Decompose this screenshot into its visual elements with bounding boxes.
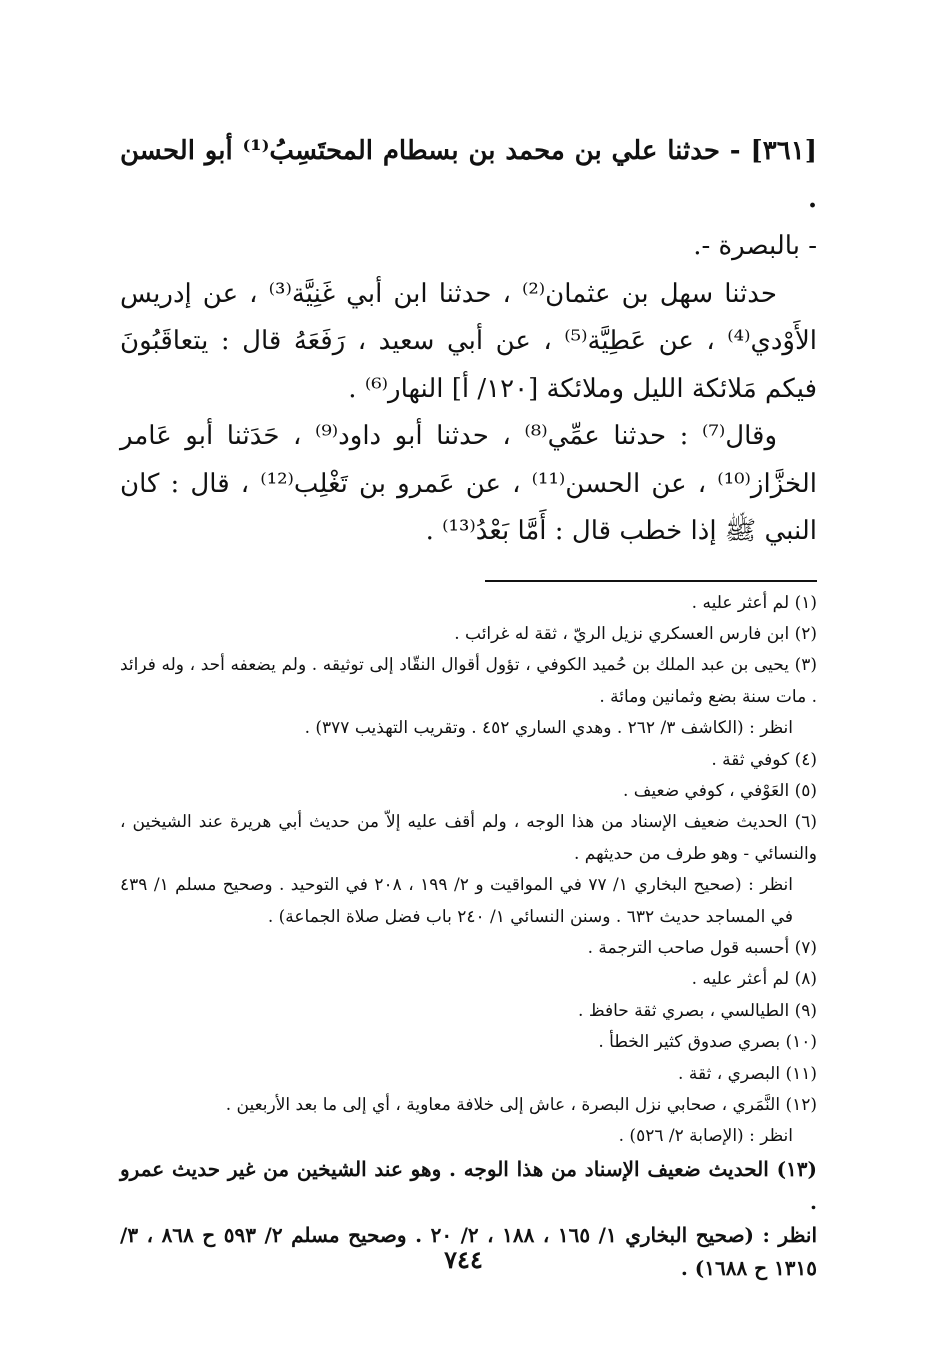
footnote-1: (١) لم أعثر عليه . <box>691 592 817 613</box>
footnote-10: (١٠) بصري صدوق كثير الخطأ . <box>598 1032 817 1053</box>
page-number: ٧٤٤ <box>444 1245 483 1274</box>
footnote-13-reference: انظر : (صحيح البخاري ١/ ١٦٥ ، ١٨٨ ، ٢/ ٢٠ . وصحيح مسلم ٢/ ٥٩٣ ح ٨٦٨ ، ٣/ ١٣١٥ ح ١٦٨٨) . <box>120 1222 817 1280</box>
hadith-place: - بالبصرة -. <box>693 231 817 261</box>
footnote-divider <box>485 580 817 582</box>
hadith-heading: [٣٦١] - حدثنا علي بن محمد بن بسطام المحتَسِبُ⁽¹⁾ أبو الحسن . <box>120 136 817 214</box>
footnote-2: (٢) ابن فارس العسكري نزيل الريّ ، ثقة له غرائب . <box>454 623 817 644</box>
footnote-5: (٥) العَوْفي ، كوفي ضعيف . <box>622 780 817 801</box>
footnote-6: (٦) الحديث ضعيف الإسناد من هذا الوجه ، ولم أقف عليه إلاّ من حديث أبي هريرة عند الشيخين ، والنسائي - وهو طرف من حديثهم . <box>120 812 817 864</box>
footnote-12-reference: انظر : (الإصابة ٢/ ٥٢٦) . <box>618 1126 793 1147</box>
footnote-7: (٧) أحسبه قول صاحب الترجمة . <box>587 937 817 958</box>
footnote-13: (١٣) الحديث ضعيف الإسناد من هذا الوجه . وهو عند الشيخين من غير حديث عمرو . <box>120 1156 817 1214</box>
footnote-8: (٨) لم أعثر عليه . <box>691 969 817 990</box>
footnote-4: (٤) كوفي ثقة . <box>711 749 817 770</box>
footnote-6-reference: انظر : (صحيح البخاري ١/ ٧٧ في المواقيت و ٢/ ١٩٩ ، ٢٠٨ في التوحيد . وصحيح مسلم ١/ ٤٣٩ في المساجد حديث ٦٣٢ . وسنن النسائي ١/ ٢٤٠ باب فضل صلاة الجماعة) . <box>120 875 794 927</box>
footnote-3-reference: انظر : (الكاشف ٣/ ٢٦٢ . وهدي الساري ٤٥٢ . وتقريب التهذيب ٣٧٧) . <box>304 718 793 739</box>
hadith-paragraph-2: وقال⁽⁷⁾ : حدثنا عمِّي⁽⁸⁾ ، حدثنا أبو داود⁽⁹⁾ ، حَدَثنا أبو عَامر الخزَّاز⁽¹⁰⁾ ، عن الحسن⁽¹¹⁾ ، عن عَمرو بن تَغْلِب⁽¹²⁾ ، قال : كان النبي ﷺ إذا خطب قال : أَمَّا بَعْدُ⁽¹³⁾ . <box>120 421 817 546</box>
footnote-3: (٣) يحيى بن عبد الملك بن حُميد الكوفي ، تؤول أقوال النقّاد إلى توثيقه . ولم يضعفه أحد ، وله فرائد . مات سنة بضع وثمانين ومائة . <box>120 655 817 707</box>
footnote-9: (٩) الطيالسي ، بصري ثقة حافظ . <box>578 1000 817 1021</box>
main-text <box>120 128 817 556</box>
footnotes <box>120 588 817 1285</box>
footnote-12: (١٢) النَّمَري ، صحابي نزل البصرة ، عاش إلى خلافة معاوية ، أي إلى ما بعد الأربعين . <box>225 1095 817 1115</box>
footnote-11: (١١) البصري ، ثقة . <box>678 1063 817 1084</box>
hadith-paragraph-1: حدثنا سهل بن عثمان⁽²⁾ ، حدثنا ابن أبي غَنِيَّة⁽³⁾ ، عن إدريس الأَوْدي⁽⁴⁾ ، عن عَطِيَّة⁽⁵⁾ ، عن أبي سعيد ، رَفَعَهُ قال : يتعاقَبُونَ فيكم مَلائكة الليل وملائكة [١٢٠/ أ] النهار⁽⁶⁾ . <box>120 278 817 404</box>
